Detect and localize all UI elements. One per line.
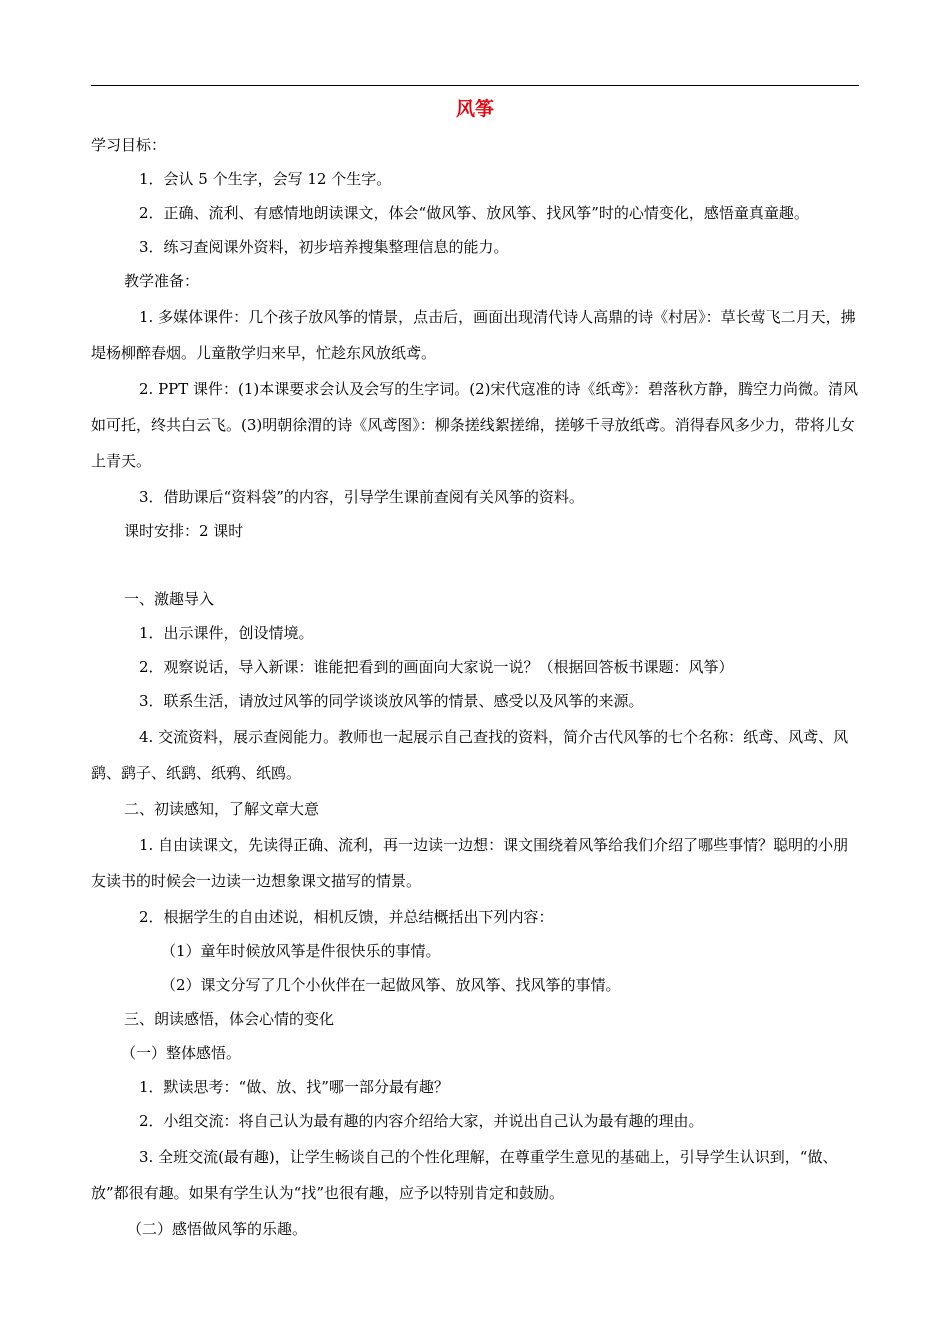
- prep-item: 2. PPT 课件：(1)本课要求会认及会写的生字词。(2)宋代寇准的诗《纸鸢》：碧落秋方静，腾空力尚微。清风如可托，终共白云飞。(3)明朝徐渭的诗《风鸢图》：柳条搓线絮搓绵，搓够千寻放纸鸢。消得春风多少力，带将儿女上青天。: [91, 380, 859, 470]
- prep-item: 1. 多媒体课件：几个孩子放风筝的情景，点击后，画面出现清代诗人高鼎的诗《村居》：草长莺飞二月天，拂堤杨柳醉春烟。儿童散学归来早，忙趁东风放纸鸢。: [91, 308, 856, 362]
- document-body: [91, 135, 859, 1239]
- subsection-heading: （二）感悟做风筝的乐趣。: [127, 1220, 308, 1238]
- section-item: 2．小组交流：将自己认为最有趣的内容介绍给大家，并说出自己认为最有趣的理由。: [139, 1112, 704, 1130]
- section-heading: 三、朗读感悟，体会心情的变化: [124, 1010, 335, 1028]
- subsection-heading: （一）整体感悟。: [121, 1044, 242, 1062]
- prep-heading: 教学准备：: [124, 272, 200, 290]
- section-item: 2．根据学生的自由述说，相机反馈，并总结概括出下列内容：: [139, 908, 554, 926]
- schedule-line: 课时安排：2 课时: [124, 522, 244, 540]
- section-item: 4. 交流资料，展示查阅能力。教师也一起展示自己查找的资料，简介古代风筝的七个名称：纸鸢、风鸢、风鹞、鹞子、纸鹞、纸鸦、纸鸥。: [91, 728, 849, 782]
- goal-item: 2．正确、流利、有感情地朗读课文，体会“做风筝、放风筝、找风筝”时的心情变化，感悟童真童趣。: [139, 204, 809, 222]
- prep-item: 3．借助课后“资料袋”的内容，引导学生课前查阅有关风筝的资料。: [139, 488, 584, 506]
- section-item: 3. 全班交流(最有趣)，让学生畅谈自己的个性化理解，在尊重学生意见的基础上，引导学生认识到，“做、放”都很有趣。如果有学生认为“找”也很有趣，应予以特别肯定和鼓励。: [91, 1148, 838, 1202]
- section-subitem: （2）课文分写了几个小伙伴在一起做风筝、放风筝、找风筝的事情。: [161, 976, 621, 994]
- section-subitem: （1）童年时候放风筝是件很快乐的事情。: [161, 942, 441, 960]
- goal-item: 3．练习查阅课外资料，初步培养搜集整理信息的能力。: [139, 238, 509, 256]
- header-rule: [91, 85, 859, 86]
- goal-item: 1．会认 5 个生字，会写 12 个生字。: [139, 170, 392, 188]
- blank-gap: [91, 555, 859, 589]
- section-heading: 二、初读感知，了解文章大意: [124, 800, 320, 818]
- page-title: 风筝: [455, 98, 494, 120]
- section-item: 2．观察说话，导入新课：谁能把看到的画面向大家说一说？（根据回答板书课题：风筝）: [139, 658, 734, 676]
- section-item: 1. 自由读课文，先读得正确、流利，再一边读一边想：课文围绕着风筝给我们介绍了哪些事情？聪明的小朋友读书的时候会一边读一边想象课文描写的情景。: [91, 836, 849, 890]
- section-item: 1．出示课件，创设情境。: [139, 624, 314, 642]
- section-heading: 一、激趣导入: [124, 590, 215, 608]
- goals-heading: 学习目标：: [91, 136, 167, 154]
- section-item: 1．默读思考：“做、放、找”哪一部分最有趣？: [139, 1078, 449, 1096]
- section-item: 3．联系生活，请放过风筝的同学谈谈放风筝的情景、感受以及风筝的来源。: [139, 692, 644, 710]
